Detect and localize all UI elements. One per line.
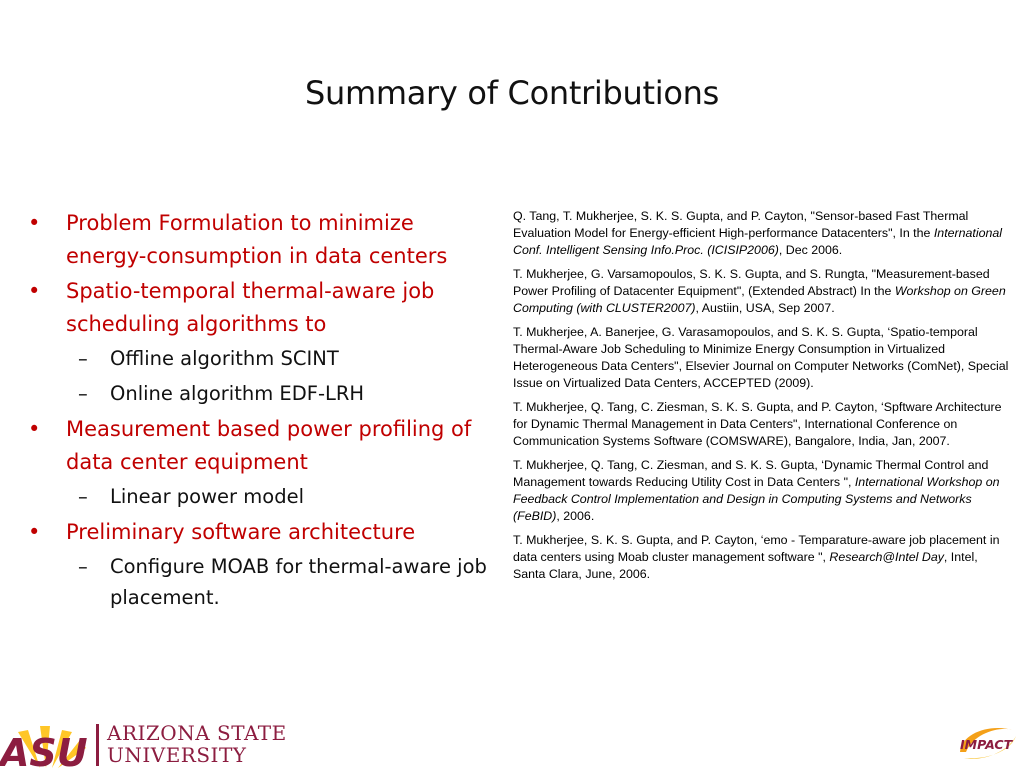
slide-title: Summary of Contributions xyxy=(305,74,719,112)
reference-tail: , Austiin, USA, Sep 2007. xyxy=(695,301,835,315)
dash-icon: – xyxy=(78,382,88,405)
sub-bullet-text: Online algorithm EDF-LRH xyxy=(110,382,365,405)
reference-text: T. Mukherjee, S. K. S. Gupta, and P. Cayton, ‘emo - Temparature-aware job placement in data centers using Moab cluster management software ", xyxy=(513,533,1000,564)
reference-venue: International Conf. Intelligent Sensing Info.Proc. (ICISIP2006) xyxy=(513,226,1003,257)
reference-text: T. Mukherjee, G. Varsamopoulos, S. K. S. Gupta, and S. Rungta, "Measurement-based Power Profiling of Datacenter Equipment", (Extended Abstract) In the xyxy=(513,267,990,298)
reference-venue: International Workshop on Feedback Control Implementation and Design in Computing Systems and Networks (FeBID) xyxy=(513,475,1000,523)
reference-list xyxy=(513,208,1013,590)
asu-wordmark xyxy=(107,722,287,766)
asu-wordmark-line2: UNIVERSITY xyxy=(107,743,247,767)
sub-bullet-item xyxy=(28,343,498,374)
bullet-text: Measurement based power profiling of data center equipment xyxy=(66,417,472,474)
bullet-text: Preliminary software architecture xyxy=(66,520,416,544)
sub-bullet-text: Configure MOAB for thermal-aware job placement. xyxy=(110,555,487,609)
sub-bullet-text: Linear power model xyxy=(110,485,304,508)
bullet-item xyxy=(28,275,498,341)
bullet-text: Problem Formulation to minimize energy-consumption in data centers xyxy=(66,211,448,268)
impact-logo xyxy=(952,722,1020,766)
bullet-item xyxy=(28,516,498,549)
reference-tail: , Dec 2006. xyxy=(778,243,843,257)
asu-mark: ASU xyxy=(0,731,88,768)
reference-text: T. Mukherjee, A. Banerjee, G. Varasamopoulos, and S. K. S. Gupta, ‘Spatio-temporal Thermal-Aware Job Scheduling to Minimize Energy Consumption in Virtualized Heterogeneous Data Centers", Elsevier Journal on Computer Networks (ComNet), Special Issue on Virtualized Data Centers, ACCEPTED (2009). xyxy=(513,325,1009,390)
reference-text: T. Mukherjee, Q. Tang, C. Ziesman, and S. K. S. Gupta, ‘Dynamic Thermal Control and Management towards Reducing Utility Cost in Data Centers ", xyxy=(513,458,989,489)
reference-item xyxy=(513,457,1013,525)
reference-text: T. Mukherjee, Q. Tang, C. Ziesman, S. K. S. Gupta, and P. Cayton, ‘Spftware Architecture for Dynamic Thermal Management in Data Centers", International Conference on Communication Systems Software (COMSWARE), Bangalore, India, Jan, 2007. xyxy=(513,400,1002,448)
sub-bullet-text: Offline algorithm SCINT xyxy=(110,347,339,370)
bullet-dot-icon: • xyxy=(28,211,41,235)
sub-bullet-item xyxy=(28,378,498,409)
reference-venue: Research@Intel Day xyxy=(829,550,944,564)
bullet-text: Spatio-temporal thermal-aware job scheduling algorithms to xyxy=(66,279,435,336)
bullet-dot-icon: • xyxy=(28,417,41,441)
reference-text: Q. Tang, T. Mukherjee, S. K. S. Gupta, and P. Cayton, "Sensor-based Fast Thermal Evaluation Model for Energy-efficient High-performance Datacenters", In the xyxy=(513,209,969,240)
bullet-dot-icon: • xyxy=(28,520,41,544)
bullet-item xyxy=(28,207,498,273)
reference-venue: Workshop on Green Computing (with CLUSTER2007) xyxy=(513,284,1006,315)
reference-item xyxy=(513,324,1013,392)
reference-item xyxy=(513,532,1013,583)
sub-bullet-item xyxy=(28,481,498,512)
dash-icon: – xyxy=(78,485,88,508)
reference-tail: , Intel, Santa Clara, June, 2006. xyxy=(513,550,978,581)
dash-icon: – xyxy=(78,555,88,578)
impact-text: IMPACT xyxy=(960,737,1013,752)
asu-wordmark-line1: ARIZONA STATE xyxy=(107,721,287,745)
bullet-list xyxy=(28,207,498,617)
reference-item xyxy=(513,399,1013,450)
reference-item xyxy=(513,266,1013,317)
sub-bullet-item xyxy=(28,551,498,613)
bullet-item xyxy=(28,413,498,479)
bullet-dot-icon: • xyxy=(28,279,41,303)
dash-icon: – xyxy=(78,347,88,370)
reference-item xyxy=(513,208,1013,259)
reference-tail: , 2006. xyxy=(556,509,595,523)
